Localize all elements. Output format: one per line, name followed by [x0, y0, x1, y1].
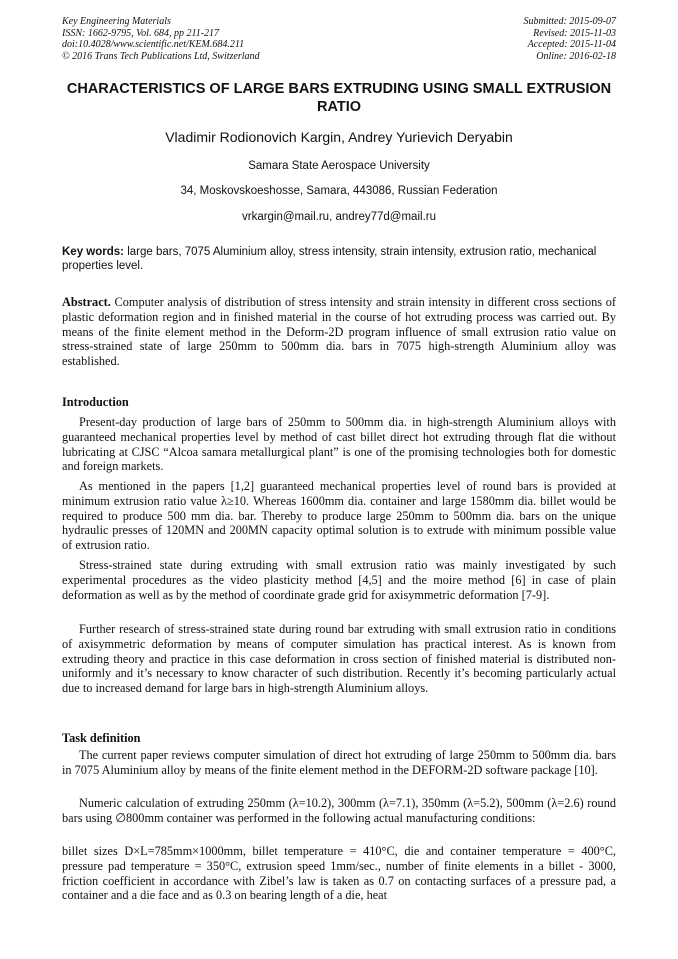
abstract-text: Computer analysis of distribution of stress intensity and strain intensity in different cross sections of plastic deformation region and in finished material in the course of hot extruding process was carried out. By means of the finite element method in the Deform-2D program influence of small extrusion ratio value on stress-strained state of large 250mm to 500mm dia. bars in 7075 high-strength Aluminium alloy was established. [62, 295, 616, 369]
abstract-label: Abstract. [62, 295, 111, 309]
intro-paragraph-2: As mentioned in the papers [1,2] guaranteed mechanical properties level of round bars is provided at minimum extrusion ratio value λ≥10. Whereas 1600mm dia. container and large 1580mm dia. billet would be required to produce 500 mm dia. bar. Thereby to produce large 250mm to 500mm dia. bars on the unique hydraulic presses of 120MN and 200MN capacity optimal solution is to extrude with minimum possible value of extrusion ratio. [62, 479, 616, 553]
section-heading-task: Task definition [62, 731, 141, 745]
intro-paragraph-4: Further research of stress-strained state during round bar extruding with small extrusion ratio in conditions of axisymmetric deformation by means of computer simulation has practical interest. As is known from extruding theory and practice in this case deformation in cross section of finished material is distributed non-uniformly and it’s necessary to know character of such distribution. Recently it’s becoming particularly actual due to increased demand for large bars in high-strength Aluminium alloys. [62, 622, 616, 696]
intro-paragraph-1: Present-day production of large bars of 250mm to 500mm dia. in high-strength Aluminium alloys with guaranteed mechanical properties level by method of cast billet direct hot extruding through flat die without lubricating at CJSC “Alcoa samara metallurgical plant” is one of the promising technologies both for domestic and foreign markets. [62, 415, 616, 474]
affiliation: Samara State Aerospace University [248, 160, 430, 172]
submission-dates [524, 16, 617, 62]
paper-authors: Vladimir Rodionovich Kargin, Andrey Yurievich Deryabin [165, 129, 513, 145]
journal-copyright: © 2016 Trans Tech Publications Ltd, Switzerland [62, 50, 260, 62]
journal-doi: doi:10.4028/www.scientific.net/KEM.684.211 [62, 39, 245, 50]
abstract [62, 295, 616, 369]
paper-title: CHARACTERISTICS OF LARGE BARS EXTRUDING USING SMALL EXTRUSION RATIO [66, 81, 612, 115]
journal-name: Key Engineering Materials [62, 16, 171, 27]
task-paragraph-1: The current paper reviews computer simulation of direct hot extruding of large 250mm to 500mm dia. bars in 7075 Aluminium alloy by means of the finite element method in the DEFORM-2D software package [10]. [62, 748, 616, 777]
keywords [62, 245, 618, 273]
task-paragraph-3: billet sizes D×L=785mm×1000mm, billet temperature = 410°C, die and container temperature = 400°C, pressure pad temperature = 350°C, extrusion speed 1mm/sec., number of finite elements in a billet - 3000, friction coefficient in accordance with Zibel’s law is taken as 0.7 on contacting surfaces of a pressure pad, a container and a die face and as 0.3 on bearing length of a die, heat [62, 844, 616, 903]
revised-date: Revised: 2015-11-03 [533, 27, 616, 39]
author-emails: vrkargin@mail.ru, andrey77d@mail.ru [241, 211, 436, 223]
online-date: Online: 2016-02-18 [536, 50, 616, 62]
section-heading-introduction: Introduction [62, 395, 129, 409]
journal-info [62, 16, 260, 62]
task-paragraph-2: Numeric calculation of extruding 250mm (λ=10.2), 300mm (λ=7.1), 350mm (λ=5.2), 500mm (λ=2.6) round bars using ∅800mm container was performed in the following actual manufacturing conditions: [62, 796, 616, 825]
intro-paragraph-3: Stress-strained state during extruding with small extrusion ratio was mainly investigated by such experimental procedures as the video plasticity method [4,5] and the moire method [6] in case of plain deformation as well as by the method of coordinate grade grid for axisymmetric deformation [7-9]. [62, 558, 616, 602]
keywords-text: large bars, 7075 Aluminium alloy, stress intensity, strain intensity, extrusion ratio, mechanical properties level. [62, 246, 597, 272]
address: 34, Moskovskoeshosse, Samara, 443086, Russian Federation [180, 185, 498, 197]
submitted-date: Submitted: 2015-09-07 [523, 16, 616, 27]
keywords-label: Key words: [62, 246, 124, 258]
accepted-date: Accepted: 2015-11-04 [527, 39, 616, 50]
journal-issn: ISSN: 1662-9795, Vol. 684, pp 211-217 [62, 27, 220, 39]
